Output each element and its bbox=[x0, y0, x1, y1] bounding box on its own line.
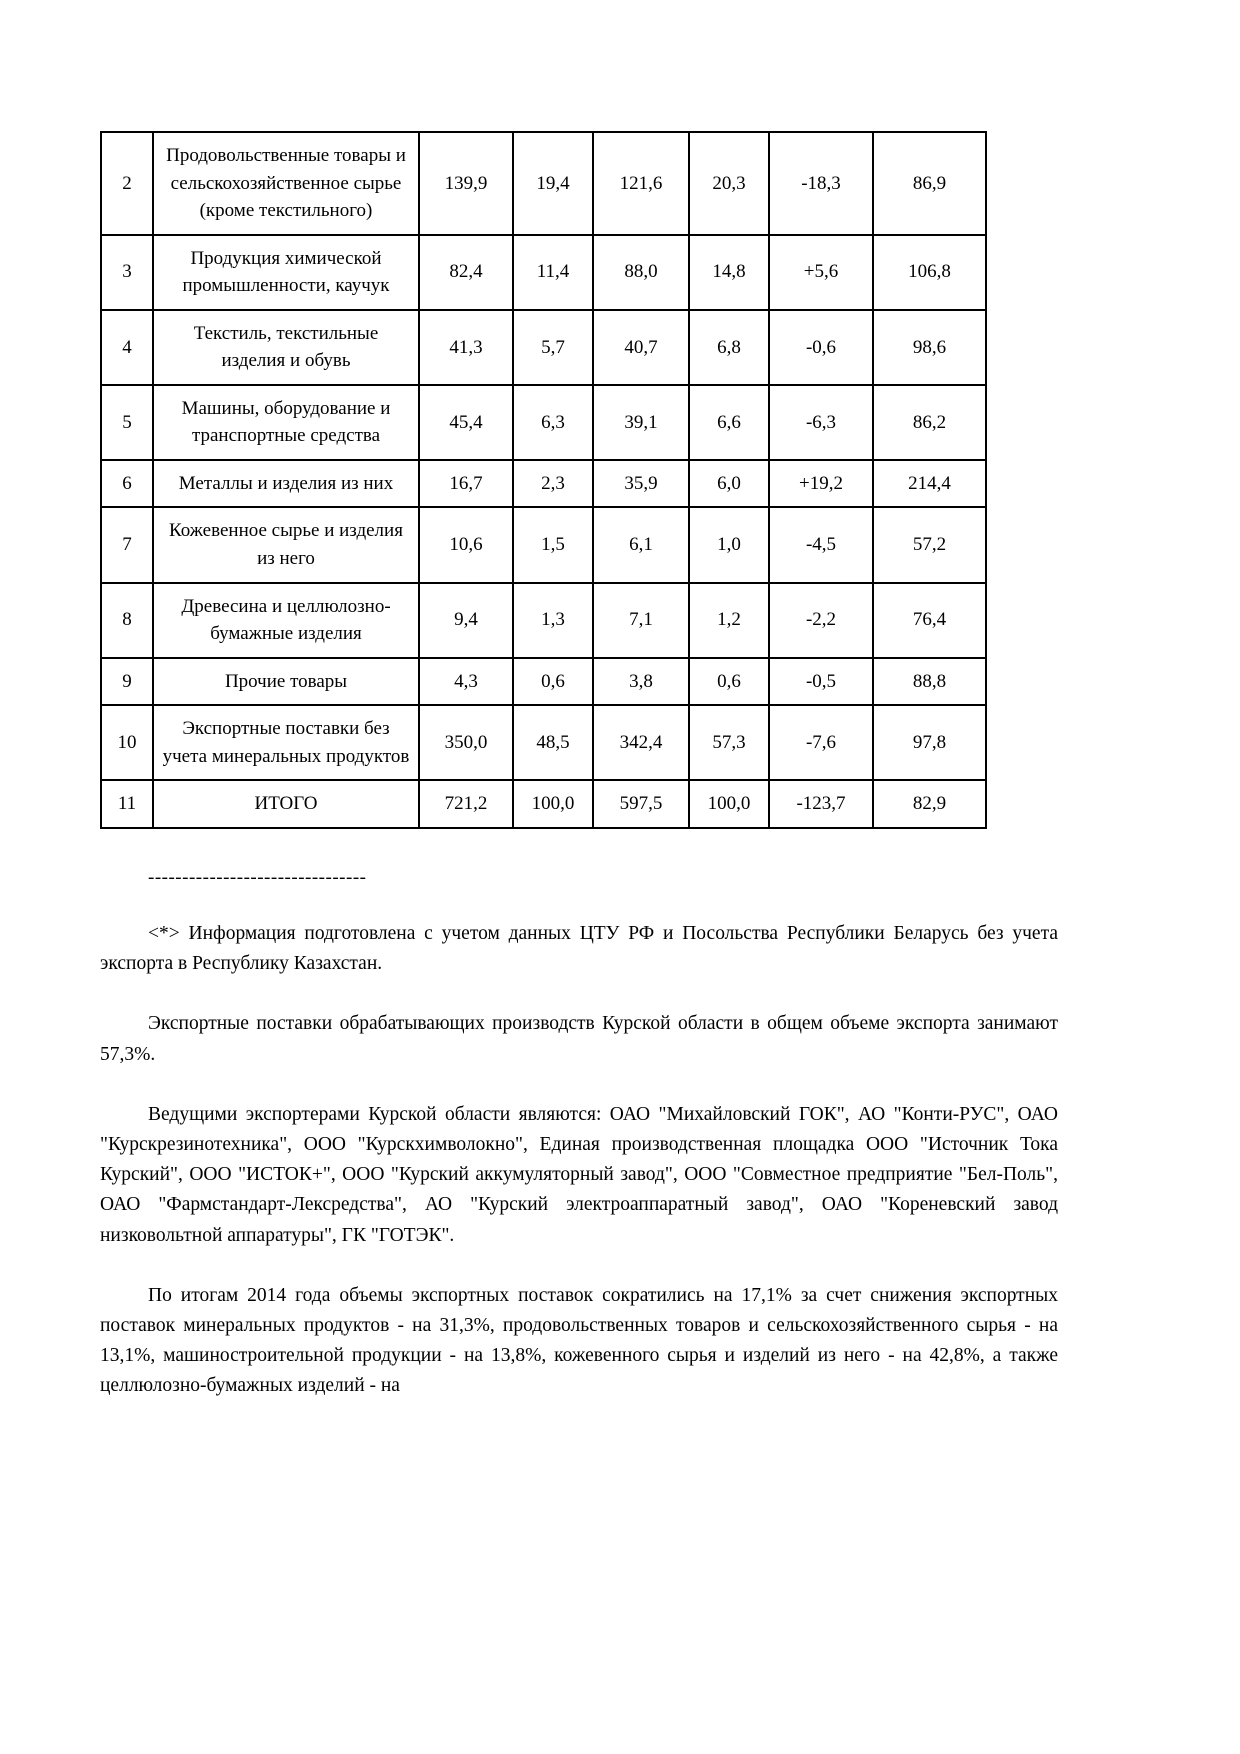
row-number-cell: 8 bbox=[101, 583, 153, 658]
value-cell: 0,6 bbox=[689, 658, 769, 706]
value-cell: 5,7 bbox=[513, 310, 593, 385]
value-cell: 1,2 bbox=[689, 583, 769, 658]
value-cell: 97,8 bbox=[873, 705, 986, 780]
value-cell: 721,2 bbox=[419, 780, 513, 828]
table-row bbox=[101, 310, 986, 385]
value-cell: 11,4 bbox=[513, 235, 593, 310]
value-cell: 57,2 bbox=[873, 507, 986, 582]
value-cell: 39,1 bbox=[593, 385, 689, 460]
value-cell: +5,6 bbox=[769, 235, 873, 310]
value-cell: 6,3 bbox=[513, 385, 593, 460]
value-cell: -6,3 bbox=[769, 385, 873, 460]
value-cell: 35,9 bbox=[593, 460, 689, 508]
value-cell: 7,1 bbox=[593, 583, 689, 658]
value-cell: 20,3 bbox=[689, 132, 769, 235]
paragraph-leading-exporters: Ведущими экспортерами Курской области являются: ОАО "Михайловский ГОК", АО "Конти-РУС", ОАО "Курскрезинотехника", ООО "Курскхимволокно", Единая производственная площадка ООО "Источник Тока Курский", ООО "ИСТОК+", ООО "Курский аккумуляторный завод", ООО "Совместное предприятие "Бел-Поль", ОАО "Фармстандарт-Лексредства", АО "Курский электроаппаратный завод", ОАО "Кореневский завод низковольтной аппаратуры", ГК "ГОТЭК". bbox=[100, 1103, 1058, 1246]
value-cell: 100,0 bbox=[689, 780, 769, 828]
value-cell: 88,0 bbox=[593, 235, 689, 310]
value-cell: 14,8 bbox=[689, 235, 769, 310]
table-row bbox=[101, 583, 986, 658]
table-row bbox=[101, 705, 986, 780]
value-cell: +19,2 bbox=[769, 460, 873, 508]
footnote-paragraph: <*> Информация подготовлена с учетом данных ЦТУ РФ и Посольства Республики Беларусь без учета экспорта в Республику Казахстан. bbox=[100, 922, 1058, 975]
row-number-cell: 3 bbox=[101, 235, 153, 310]
value-cell: 6,6 bbox=[689, 385, 769, 460]
value-cell: 2,3 bbox=[513, 460, 593, 508]
value-cell: -7,6 bbox=[769, 705, 873, 780]
category-cell: Прочие товары bbox=[153, 658, 419, 706]
value-cell: 41,3 bbox=[419, 310, 513, 385]
value-cell: 597,5 bbox=[593, 780, 689, 828]
table-row bbox=[101, 780, 986, 828]
value-cell: 10,6 bbox=[419, 507, 513, 582]
value-cell: 350,0 bbox=[419, 705, 513, 780]
row-number-cell: 9 bbox=[101, 658, 153, 706]
value-cell: 100,0 bbox=[513, 780, 593, 828]
category-cell: Текстиль, текстильные изделия и обувь bbox=[153, 310, 419, 385]
value-cell: 121,6 bbox=[593, 132, 689, 235]
category-cell: Экспортные поставки без учета минеральных продуктов bbox=[153, 705, 419, 780]
value-cell: -0,6 bbox=[769, 310, 873, 385]
category-cell: Древесина и целлюлозно-бумажные изделия bbox=[153, 583, 419, 658]
row-number-cell: 10 bbox=[101, 705, 153, 780]
value-cell: 1,5 bbox=[513, 507, 593, 582]
category-cell: Машины, оборудование и транспортные средства bbox=[153, 385, 419, 460]
value-cell: 139,9 bbox=[419, 132, 513, 235]
category-cell: Продовольственные товары и сельскохозяйственное сырье (кроме текстильного) bbox=[153, 132, 419, 235]
value-cell: 86,2 bbox=[873, 385, 986, 460]
value-cell: 9,4 bbox=[419, 583, 513, 658]
category-cell: Продукция химической промышленности, каучук bbox=[153, 235, 419, 310]
value-cell: 3,8 bbox=[593, 658, 689, 706]
table-row bbox=[101, 132, 986, 235]
value-cell: 45,4 bbox=[419, 385, 513, 460]
table-row bbox=[101, 235, 986, 310]
value-cell: 6,1 bbox=[593, 507, 689, 582]
value-cell: 214,4 bbox=[873, 460, 986, 508]
row-number-cell: 7 bbox=[101, 507, 153, 582]
value-cell: 1,0 bbox=[689, 507, 769, 582]
row-number-cell: 11 bbox=[101, 780, 153, 828]
value-cell: 0,6 bbox=[513, 658, 593, 706]
row-number-cell: 5 bbox=[101, 385, 153, 460]
table-row bbox=[101, 460, 986, 508]
value-cell: 4,3 bbox=[419, 658, 513, 706]
value-cell: 76,4 bbox=[873, 583, 986, 658]
row-number-cell: 6 bbox=[101, 460, 153, 508]
table-row bbox=[101, 385, 986, 460]
value-cell: 88,8 bbox=[873, 658, 986, 706]
value-cell: -18,3 bbox=[769, 132, 873, 235]
value-cell: 16,7 bbox=[419, 460, 513, 508]
value-cell: -2,2 bbox=[769, 583, 873, 658]
footnote-separator: -------------------------------- bbox=[148, 866, 367, 888]
value-cell: 40,7 bbox=[593, 310, 689, 385]
value-cell: 6,8 bbox=[689, 310, 769, 385]
value-cell: 48,5 bbox=[513, 705, 593, 780]
table-row bbox=[101, 658, 986, 706]
table-row bbox=[101, 507, 986, 582]
value-cell: 82,9 bbox=[873, 780, 986, 828]
value-cell: 342,4 bbox=[593, 705, 689, 780]
category-cell: Кожевенное сырье и изделия из него bbox=[153, 507, 419, 582]
value-cell: 19,4 bbox=[513, 132, 593, 235]
value-cell: 6,0 bbox=[689, 460, 769, 508]
row-number-cell: 2 bbox=[101, 132, 153, 235]
paragraph-2014-results: По итогам 2014 года объемы экспортных поставок сократились на 17,1% за счет снижения экспортных поставок минеральных продуктов - на 31,3%, продовольственных товаров и сельскохозяйственного сырья - на 13,1%, машиностроительной продукции - на 13,8%, кожевенного сырья и изделий из него - на 42,8%, а также целлюлозно-бумажных изделий - на bbox=[100, 1284, 1058, 1397]
value-cell: 98,6 bbox=[873, 310, 986, 385]
value-cell: -123,7 bbox=[769, 780, 873, 828]
value-cell: 57,3 bbox=[689, 705, 769, 780]
value-cell: 86,9 bbox=[873, 132, 986, 235]
category-cell: Металлы и изделия из них bbox=[153, 460, 419, 508]
value-cell: -4,5 bbox=[769, 507, 873, 582]
value-cell: 106,8 bbox=[873, 235, 986, 310]
paragraph-export-share: Экспортные поставки обрабатывающих производств Курской области в общем объеме экспорта занимают 57,3%. bbox=[100, 1013, 1058, 1065]
value-cell: 1,3 bbox=[513, 583, 593, 658]
value-cell: 82,4 bbox=[419, 235, 513, 310]
row-number-cell: 4 bbox=[101, 310, 153, 385]
export-table bbox=[100, 131, 987, 829]
value-cell: -0,5 bbox=[769, 658, 873, 706]
category-cell: ИТОГО bbox=[153, 780, 419, 828]
